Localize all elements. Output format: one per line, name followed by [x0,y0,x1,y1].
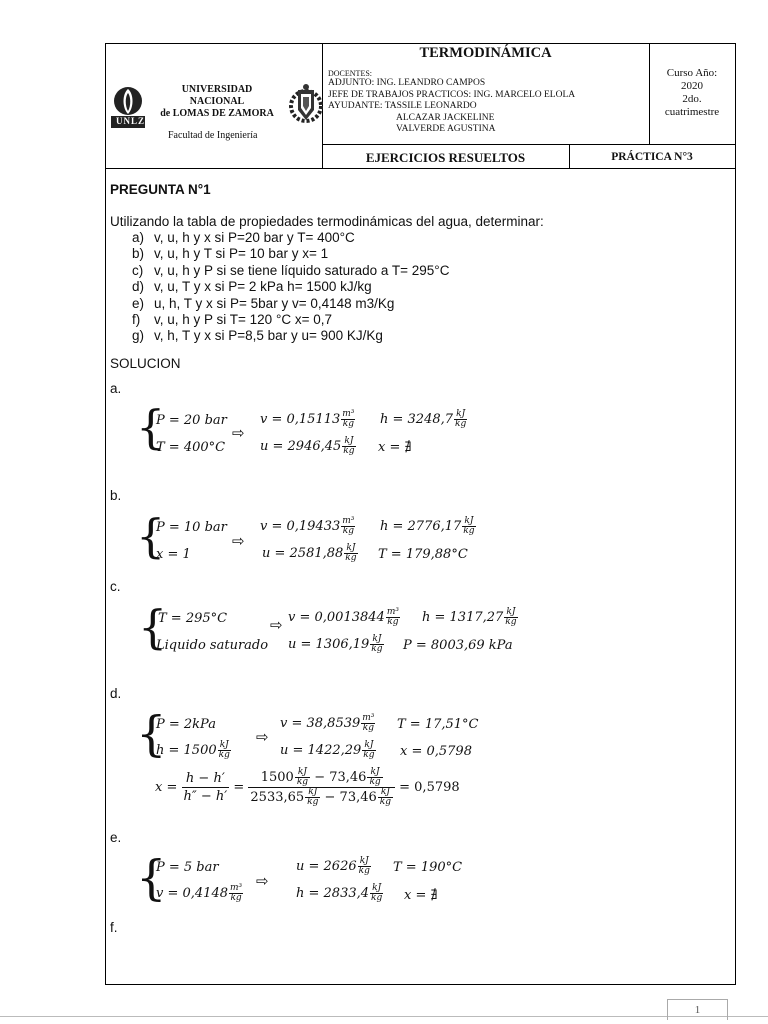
course-year: 2020 [681,80,703,92]
sol-c-u: u = 1306,19 $\frac{kJ}{kg}$ [288,634,383,654]
docente-line: ADJUNTO: ING. LEANDRO CAMPOS [328,78,486,88]
sol-d-given1: P = 2kPa [156,717,216,732]
sol-e-given1: P = 5 bar [156,860,219,875]
sol-c-p: P = 8003,69 kPa [403,638,513,653]
sol-e-given2: v = 0,4148 $\frac{\text{m³}}{kg}$ [156,883,243,903]
list-item: f) v, u, h y P si T= 120 °C x= 0,7 [132,312,332,328]
question-intro: Utilizando la tabla de propiedades termodinámicas del agua, determinar: [110,214,544,229]
brace-d: { [136,706,167,762]
sol-c-v: v = 0,0013844 $\frac{\text{m³}}{kg}$ [288,607,399,627]
part-label-d: d. [110,686,122,701]
solution-heading: SOLUCION [110,356,181,371]
sol-a-given2: T = 400°C [156,440,226,455]
implies-arrow-a: ⇨ [232,424,245,442]
implies-arrow-c: ⇨ [270,616,283,634]
page-number: 1 [667,999,728,1020]
sol-a-x: x = ∄ [378,440,412,455]
docente-line: JEFE DE TRABAJOS PRACTICOS: ING. MARCELO ELOLA [328,89,576,100]
list-item: g) v, h, T y x si P=8,5 bar y u= 900 KJ/Kg [132,328,383,344]
subject-title: TERMODINÁMICA [419,45,552,61]
sol-a-given1: P = 20 bar [156,413,227,428]
brace-e: { [136,850,167,906]
part-label-f: f. [110,920,118,935]
sol-b-h: h = 2776,17 $\frac{kJ}{kg}$ [380,516,475,536]
sol-e-x: x = ∄ [404,888,438,903]
engineering-faculty-logo [289,82,323,130]
brace-b: { [136,509,166,563]
university-name: NACIONAL [189,96,245,107]
university-name: UNIVERSIDAD [181,84,253,95]
sol-a-v: v = 0,15113 $\frac{\text{m³}}{kg}$ [260,409,355,429]
sol-b-given1: P = 10 bar [156,520,227,535]
sol-d-x: x = 0,5798 [400,744,472,759]
sol-b-given2: x = 1 [156,547,191,562]
brace-a: { [136,400,166,454]
sol-b-t: T = 179,88°C [378,547,468,562]
course-term: 2do. [682,93,702,105]
sol-d-t: T = 17,51°C [397,717,479,732]
exercises-title: EJERCICIOS RESUELTOS [365,150,526,165]
sol-b-u: u = 2581,88 $\frac{kJ}{kg}$ [262,543,357,563]
docente-line: VALVERDE AGUSTINA [396,124,496,134]
part-label-e: e. [110,830,122,845]
list-item: e) u, h, T y x si P= 5bar y v= 0,4148 m3/Kg [132,295,395,311]
sol-c-given1: T = 295°C [158,611,228,626]
item-list [132,230,449,345]
part-label-a: a. [110,381,122,396]
sol-b-v: v = 0,19433 $\frac{\text{m³}}{kg}$ [260,516,355,536]
list-item: c) v, u, h y P si se tiene líquido saturado a T= 295°C [132,262,450,278]
faculty-name: Facultad de Ingeniería [168,130,258,141]
list-item: d) v, u, T y x si P= 2 kPa h= 1500 kJ/kg [132,279,372,295]
implies-arrow-d: ⇨ [256,728,269,746]
list-item: a) v, u, h y x si P=20 bar y T= 400°C [132,230,355,245]
part-label-c: c. [110,579,121,594]
part-label-b: b. [110,488,122,503]
practice-number: PRÁCTICA N°3 [611,151,693,163]
quality-equation: x = $\frac{h - h'}{h'' - h'}$ = 1500 $\frac{kJ}{kg}$ − 73,46 $\frac{kJ}{kg}$ 2533,65 $\frac{kJ}{kg}$ − 73,46 $\frac{kJ}{kg}$ = 0,5798 [155,767,460,807]
implies-arrow-e: ⇨ [256,872,269,890]
header-divider [106,168,735,169]
sol-c-given2: Liquido saturado [156,638,269,653]
footer-line [0,1016,768,1017]
sol-d-given2: h = 1500 $\frac{kJ}{kg}$ [156,740,230,760]
implies-arrow-b: ⇨ [232,532,245,550]
list-item: b) v, u, h y T si P= 10 bar y x= 1 [132,246,329,262]
course-label: Curso Año: [666,67,718,79]
university-name: de LOMAS DE ZAMORA [160,108,274,119]
sol-c-h: h = 1317,27 $\frac{kJ}{kg}$ [422,607,517,627]
sol-e-h: h = 2833,4 $\frac{kJ}{kg}$ [296,883,383,903]
question-title: PREGUNTA N°1 [110,182,211,197]
sol-a-u: u = 2946,45 $\frac{kJ}{kg}$ [260,436,355,456]
docente-line: AYUDANTE: TASSILE LEONARDO [328,101,477,111]
sol-d-u: u = 1422,29 $\frac{kJ}{kg}$ [280,740,375,760]
sol-e-t: T = 190°C [393,860,463,875]
course-term: cuatrimestre [664,106,720,118]
sol-a-h: h = 3248,7 $\frac{kJ}{kg}$ [380,409,467,429]
sol-d-v: v = 38,8539 $\frac{\text{m³}}{kg}$ [280,713,375,733]
docentes-label: DOCENTES: [328,69,372,78]
docente-line: ALCAZAR JACKELINE [396,112,495,123]
sol-e-u: u = 2626 $\frac{kJ}{kg}$ [296,856,370,876]
unlz-logo: UNLZ [110,84,146,130]
header-divider [322,144,735,145]
brace-c: { [138,600,168,654]
